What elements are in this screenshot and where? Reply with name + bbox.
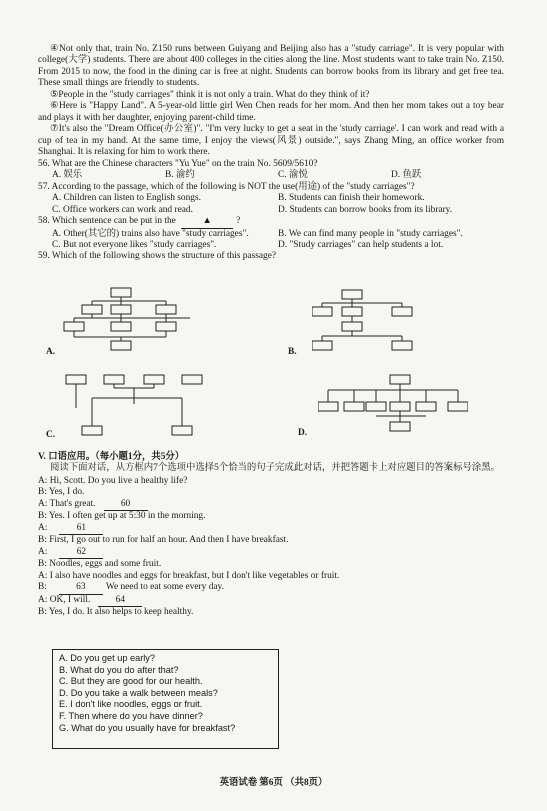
diagram-c-label: C.: [46, 430, 56, 440]
q58-option-b[interactable]: B. We can find many people in "study carriages".: [278, 228, 463, 239]
option-d[interactable]: D. Do you take a walk between meals?: [59, 687, 218, 698]
q57-option-a[interactable]: A. Children can listen to English songs.: [52, 193, 201, 204]
blank-60[interactable]: 60: [104, 499, 148, 511]
diagram-b-label: B.: [288, 347, 297, 357]
q58-stem-end: ?: [236, 216, 241, 227]
diagram-d-label: D.: [298, 428, 308, 438]
option-f[interactable]: F. Then where do you have dinner?: [59, 710, 203, 721]
dialogue-line-2: B: Yes, I do.: [38, 487, 85, 498]
paragraph-7: ⑦It's also the "Dream Office(办公室)". "I'm very lucky to get a seat in the 'study carriage'. I can work and read with a cup of tea in my hand. At the same time, I enjoy the views(风景) outside.", says Zhang Ming, an office worker from Shanghai. It is relaxing for him to work there.: [38, 124, 504, 158]
q58-blank-marker: ▲: [181, 216, 233, 228]
q58-option-c[interactable]: C. But not everyone likes "study carriages".: [52, 239, 217, 250]
structure-diagram-c[interactable]: [46, 374, 212, 440]
q57-option-b[interactable]: B. Students can finish their homework.: [278, 193, 425, 204]
structure-diagram-a[interactable]: [46, 287, 212, 361]
structure-diagram-d[interactable]: [298, 374, 468, 438]
question-57-stem: 57. According to the passage, which of the following is NOT the use(用途) of the "study carriages"?: [38, 181, 415, 192]
question-57-options-row2: [38, 205, 504, 216]
question-59-stem: 59. Which of the following shows the structure of this passage?: [38, 251, 277, 262]
q57-option-d[interactable]: D. Students can borrow books from its library.: [278, 204, 453, 215]
paragraph-4: ④Not only that, train No. Z150 runs between Guiyang and Beijing also has a "study carriage". It is very popular with college(大学) students. There are about 400 colleges in the cities along the line. Most students want to take train No. Z150. From 2015 to now, the food in the dining car is free at night. Students can borrow books from its library and get free tea. These small things are friendly to students.: [38, 44, 504, 89]
dialogue-line-3: A: That's great. 60: [38, 499, 504, 511]
passage-continued: [38, 44, 504, 263]
blank-61[interactable]: 61: [59, 523, 103, 535]
option-g[interactable]: G. What do you usually have for breakfast?: [59, 722, 236, 733]
dialogue-line-6: B: First, I go out to run for half an hour. And then I have breakfast.: [38, 535, 289, 546]
structure-diagram-b[interactable]: [288, 289, 442, 361]
q57-option-c[interactable]: C. Office workers can work and read.: [52, 204, 193, 215]
section-5-heading: V. 口语应用。（每小题1分，共5分）: [38, 452, 185, 462]
blank-63[interactable]: 63: [59, 582, 103, 594]
paragraph-5: ⑤People in the "study carriages" think it is not only a train. What do they think of it?: [50, 89, 370, 100]
option-b[interactable]: B. What do you do after that?: [59, 664, 179, 675]
dialogue-line-1: A: Hi, Scott. Do you live a healthy life?: [38, 475, 188, 486]
section-5-instruction: 阅读下面对话，从方框内7个选项中选择5个恰当的句子完成此对话，并把答题卡上对应题目的答案标号涂黑。: [50, 463, 501, 474]
question-58-options-row2: [38, 240, 504, 251]
option-c[interactable]: C. But they are good for our health.: [59, 676, 203, 687]
dialogue-line-8: B: Noodles, eggs and some fruit.: [38, 559, 162, 570]
q58-option-d[interactable]: D. "Study carriages" can help students a lot.: [278, 239, 444, 250]
section-5: [38, 452, 504, 619]
dialogue-line-4: B: Yes. I often get up at 5:30 in the morning.: [38, 511, 206, 522]
option-e[interactable]: E. I don't like noodles, eggs or fruit.: [59, 699, 203, 710]
q58-option-a[interactable]: A. Other(其它的) trains also have "study carriages".: [52, 228, 249, 239]
question-57-options-row1: [38, 193, 504, 204]
question-58-options-row1: [38, 229, 504, 240]
page-footer: 英语试卷 第6页 （共8页）: [219, 778, 328, 788]
q56-option-b[interactable]: B. 渝约: [165, 170, 195, 181]
dialogue-line-9: A: I also have noodles and eggs for breakfast, but I don't like vegetables or fruit.: [38, 570, 340, 581]
q56-option-a[interactable]: A. 娱乐: [52, 170, 83, 181]
diagram-a-label: A.: [46, 347, 56, 357]
dialogue-line-5: A: 61: [38, 523, 504, 535]
dialogue-line-12: B: Yes, I do. It also helps to keep healthy.: [38, 607, 194, 618]
dialogue-line-11: A: OK, I will. 64: [38, 595, 504, 607]
question-56-options: [38, 170, 504, 181]
answer-options-box: [52, 649, 279, 749]
dialogue: [38, 476, 504, 619]
paragraph-6: ⑥Here is "Happy Land". A 5-year-old little girl Wen Chen reads for her mom. And then her mom takes out a toy bear and plays it with her daughter, enjoying parent-child time.: [38, 101, 504, 123]
option-a[interactable]: A. Do you get up early?: [59, 653, 156, 663]
blank-64[interactable]: 64: [98, 595, 142, 607]
dialogue-line-7: A: 62: [38, 547, 504, 559]
question-56-stem: 56. What are the Chinese characters "Yu Yue" on the train No. 5609/5610?: [38, 158, 318, 169]
dialogue-line-10: B: 63 We need to eat some every day.: [38, 582, 504, 594]
q56-option-c[interactable]: C. 渝悦: [278, 170, 308, 181]
q58-stem-text: 58. Which sentence can be put in the: [38, 216, 176, 227]
q56-option-d[interactable]: D. 鱼跃: [391, 170, 422, 181]
blank-62[interactable]: 62: [59, 547, 103, 559]
question-58-stem: [38, 216, 504, 228]
